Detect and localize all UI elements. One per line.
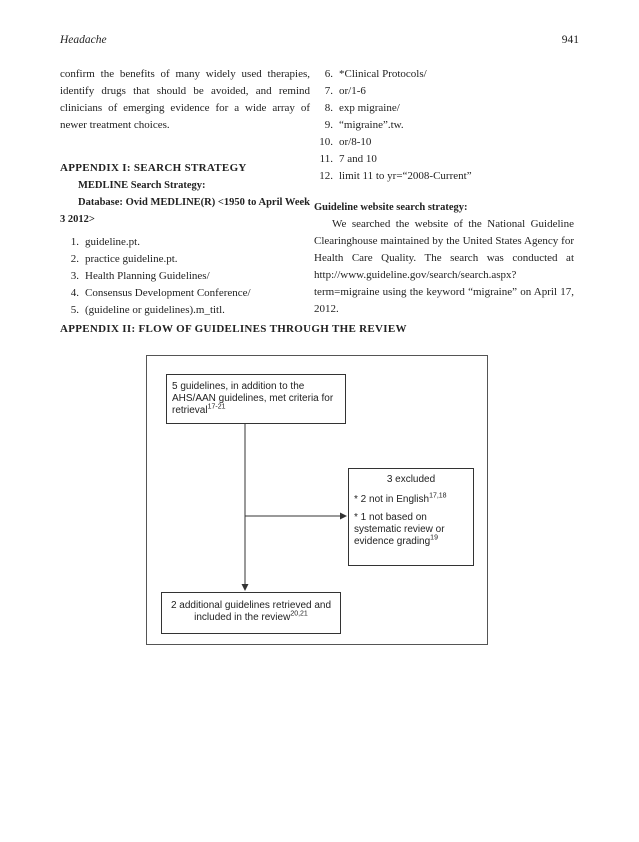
right-column (314, 66, 574, 318)
page-number: 941 (561, 34, 579, 46)
list-item: 5. (guideline or guidelines).m_titl. (70, 304, 225, 316)
running-head: Headache (60, 34, 107, 46)
retrieved-ref: 17-21 (207, 403, 226, 411)
flow-box-included (161, 592, 341, 634)
list-item: 11. 7 and 10 (319, 153, 377, 165)
included-ref: 20,21 (290, 610, 308, 618)
list-item: 2. practice guideline.pt. (70, 253, 178, 265)
search-terms-list-2 (314, 66, 574, 185)
list-item: 4. Consensus Development Conference/ (70, 287, 251, 299)
appendix1-heading: APPENDIX I: SEARCH STRATEGY (60, 162, 247, 174)
included-text: 2 additional guidelines retrieved and included in the review (170, 600, 332, 623)
search-terms-list-1 (60, 234, 310, 319)
list-item: 12. limit 11 to yr=“2008-Current” (319, 170, 472, 182)
appendix2-heading: APPENDIX II: FLOW OF GUIDELINES THROUGH THE REVIEW (60, 323, 407, 335)
list-item: 10. or/8-10 (319, 136, 372, 148)
left-column (60, 66, 310, 319)
flow-box-excluded (348, 468, 474, 566)
list-item: 9. “migraine”.tw. (324, 119, 404, 131)
excluded-title: 3 excluded (386, 474, 436, 485)
list-item: 7. or/1-6 (324, 85, 366, 97)
website-heading: Guideline website search strategy: (314, 202, 468, 213)
database-label: Database: Ovid MEDLINE(R) <1950 to April Week 3 2012> (60, 197, 310, 225)
list-item: 8. exp migraine/ (324, 102, 400, 114)
flow-box-retrieved (166, 374, 346, 424)
website-paragraph: We searched the website of the National Guideline Clearinghouse maintained by the United States Agency for Health Care Quality. The search was conducted at http://www.guideline.gov/search/search.aspx?term=migraine using the keyword “migraine” on April 17, 2012. (314, 218, 574, 315)
excluded-item-no-review: * 1 not based on systematic review or evidence grading$^{19}$ (354, 512, 445, 547)
list-item: 6. *Clinical Protocols/ (324, 68, 427, 80)
medline-label: MEDLINE Search Strategy: (78, 180, 206, 191)
excluded-item-english: * 2 not in English$^{17,18}$ (354, 492, 447, 505)
list-item: 1. guideline.pt. (70, 236, 140, 248)
intro-paragraph: confirm the benefits of many widely used therapies, identify drugs that should be avoided, and remind clinicians of emerging evidence for a wide array of newer treatment choices. (60, 68, 310, 131)
retrieved-text: 5 guidelines, in addition to the AHS/AAN guidelines, met criteria for retrieval (172, 381, 334, 416)
list-item: 3. Health Planning Guidelines/ (70, 270, 210, 282)
